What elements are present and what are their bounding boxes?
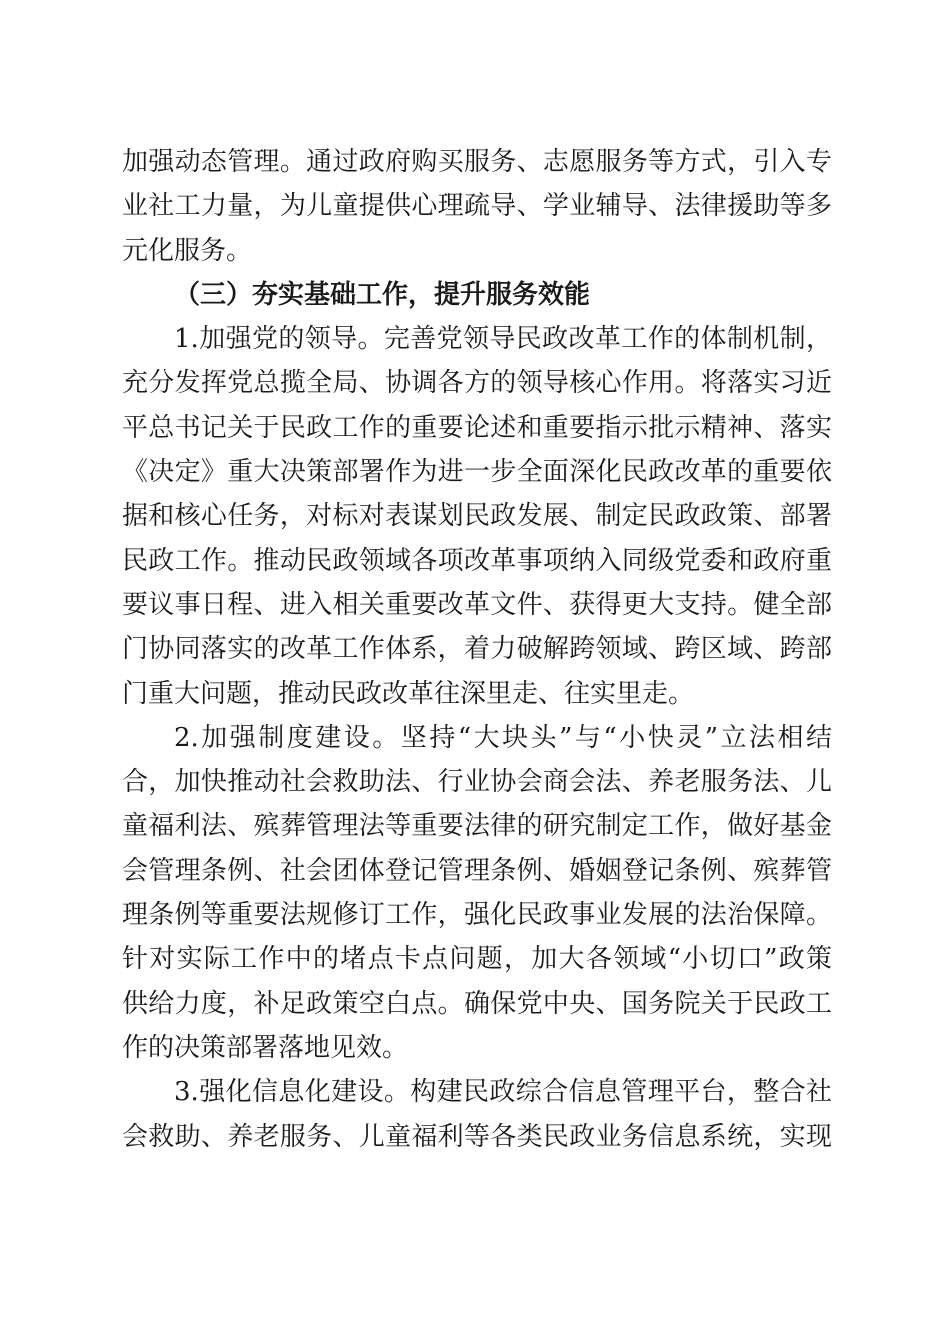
text-line: 《决定》重大决策部署作为进一步全面深化民政改革的重要依	[122, 457, 832, 488]
text-line: 3.强化信息化建设。构建民政综合信息管理平台，整合社	[174, 1077, 832, 1108]
text-line: 加强动态管理。通过政府购买服务、志愿服务等方式，引入专	[122, 147, 832, 177]
text-line: 理条例等重要法规修订工作，强化民政事业发展的法治保障。	[122, 900, 832, 931]
text-line: 会管理条例、社会团体登记管理条例、婚姻登记条例、殡葬管	[122, 855, 832, 886]
text-line: 2.加强制度建设。坚持“大块头”与“小快灵”立法相结	[174, 722, 832, 753]
text-line: 童福利法、殡葬管理法等重要法律的研究制定工作，做好基金	[122, 811, 832, 842]
text-line: 门协同落实的改革工作体系，着力破解跨领域、跨区域、跨部	[122, 634, 832, 665]
section-heading: （三）夯实基础工作，提升服务效能	[174, 279, 591, 310]
text-line: 充分发挥党总揽全局、协调各方的领导核心作用。将落实习近	[122, 368, 832, 399]
text-line: 门重大问题，推动民政改革往深里走、往实里走。	[122, 678, 695, 709]
text-line: 平总书记关于民政工作的重要论述和重要指示批示精神、落实	[122, 412, 832, 443]
text-line: 民政工作。推动民政领域各项改革事项纳入同级党委和政府重	[122, 545, 832, 576]
text-line: 会救助、养老服务、儿童福利等各类民政业务信息系统，实现	[122, 1121, 832, 1152]
text-line: 作的决策部署落地见效。	[122, 1032, 409, 1063]
text-line: 业社工力量，为儿童提供心理疏导、学业辅导、法律援助等多	[122, 191, 832, 222]
text-line: 要议事日程、进入相关重要改革文件、获得更大支持。健全部	[122, 589, 832, 620]
text-line: 元化服务。	[122, 235, 253, 266]
text-line: 针对实际工作中的堵点卡点问题，加大各领域“小切口”政策	[122, 944, 832, 975]
text-line: 供给力度，补足政策空白点。确保党中央、国务院关于民政工	[122, 988, 832, 1019]
text-line: 1.加强党的领导。完善党领导民政改革工作的体制机制，	[174, 324, 832, 355]
document-body	[122, 140, 832, 1159]
text-line: 合，加快推动社会救助法、行业协会商会法、养老服务法、儿	[122, 767, 832, 798]
text-line: 据和核心任务，对标对表谋划民政发展、制定民政政策、部署	[122, 501, 832, 532]
